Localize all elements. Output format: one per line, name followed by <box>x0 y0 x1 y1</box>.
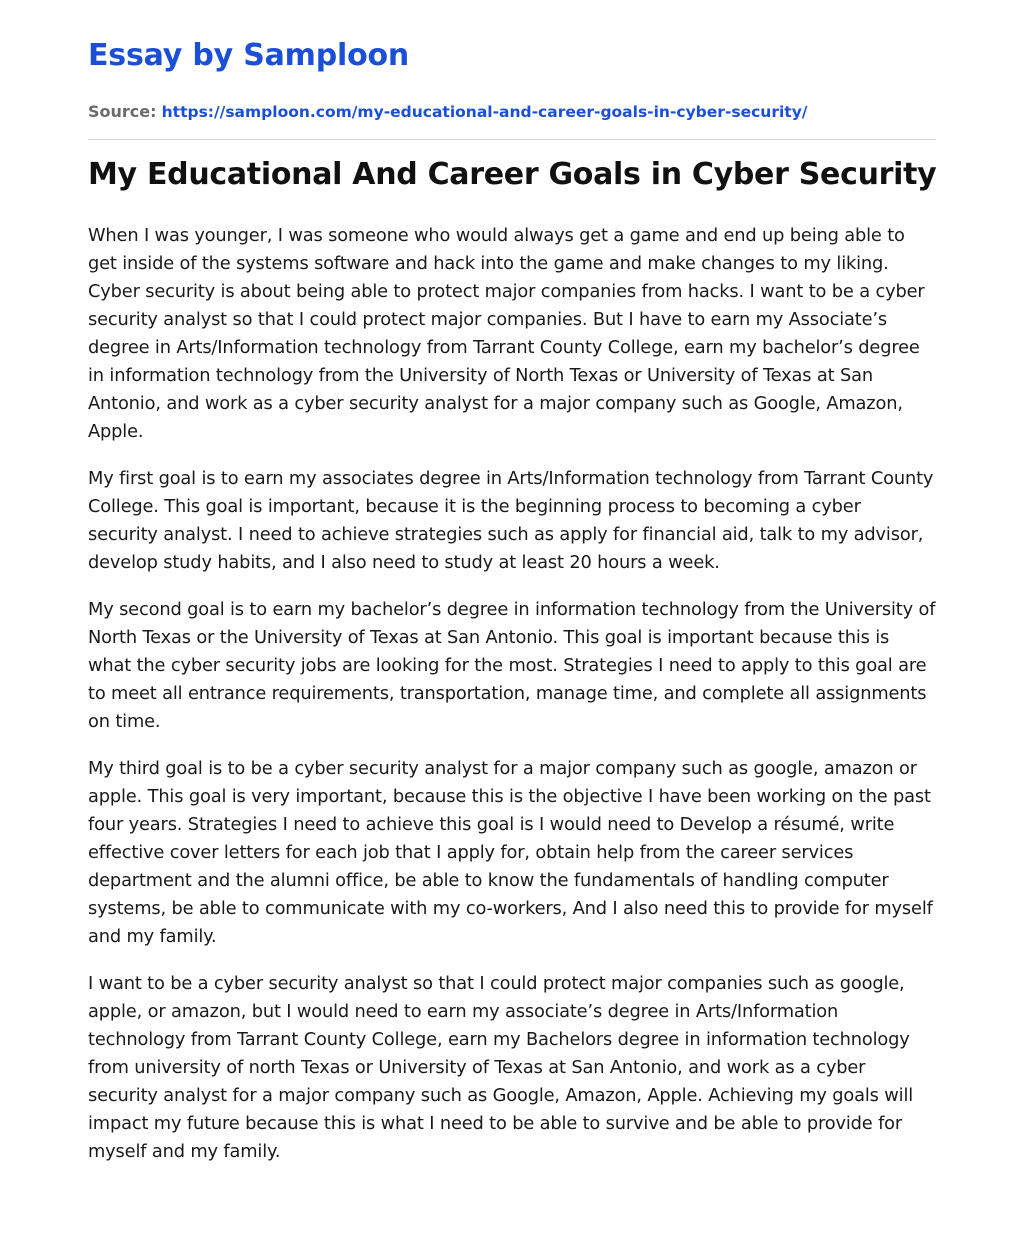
brand-title[interactable]: Essay by Samploon <box>88 38 410 73</box>
essay-paragraph-4: My third goal is to be a cyber security analyst for a major company such as google, amazon or apple. This goal is very important, because this is the objective I have been working on the past four years. Strategies I need to achieve this goal is I would need to Develop a résumé, write effective cover letters for each job that I apply for, obtain help from the career services department and the alumni office, be able to know the fundamentals of handling computer systems, be able to communicate with my co-workers, And I also need this to provide for myself and my family. <box>88 758 933 947</box>
essay-page <box>88 34 936 1185</box>
essay-body <box>88 222 936 1166</box>
essay-title: My Educational And Career Goals in Cyber Security <box>88 157 937 192</box>
source-label: Source: <box>88 102 157 121</box>
essay-paragraph-3: My second goal is to earn my bachelor’s degree in information technology from the University of North Texas or the University of Texas at San Antonio. This goal is important because this is what the cyber security jobs are looking for the most. Strategies I need to apply to this goal are to meet all entrance requirements, transportation, manage time, and complete all assignments on time. <box>88 599 936 732</box>
source-line <box>88 100 936 124</box>
essay-paragraph-2: My first goal is to earn my associates degree in Arts/Information technology from Tarrant County College. This goal is important, because it is the beginning process to becoming a cyber security analyst. I need to achieve strategies such as apply for financial aid, talk to my advisor, develop study habits, and I also need to study at least 20 hours a week. <box>88 468 934 573</box>
essay-paragraph-1: When I was younger, I was someone who would always get a game and end up being able to get inside of the systems software and hack into the game and make changes to my liking. Cyber security is about being able to protect major companies from hacks. I want to be a cyber security analyst so that I could protect major companies. But I have to earn my Associate’s degree in Arts/Information technology from Tarrant County College, earn my bachelor’s degree in information technology from the University of North Texas or University of Texas at San Antonio, and work as a cyber security analyst for a major company such as Google, Amazon, Apple. <box>88 225 925 442</box>
source-link[interactable]: https://samploon.com/my-educational-and-career-goals-in-cyber-security/ <box>161 103 808 121</box>
essay-paragraph-5: I want to be a cyber security analyst so that I could protect major companies such as google, apple, or amazon, but I would need to earn my associate’s degree in Arts/Information technology from Tarrant County College, earn my Bachelors degree in information technology from university of north Texas or University of Texas at San Antonio, and work as a cyber security analyst for a major company such as Google, Amazon, Apple. Achieving my goals will impact my future because this is what I need to be able to survive and be able to provide for myself and my family. <box>88 973 914 1162</box>
header-divider <box>88 139 936 140</box>
